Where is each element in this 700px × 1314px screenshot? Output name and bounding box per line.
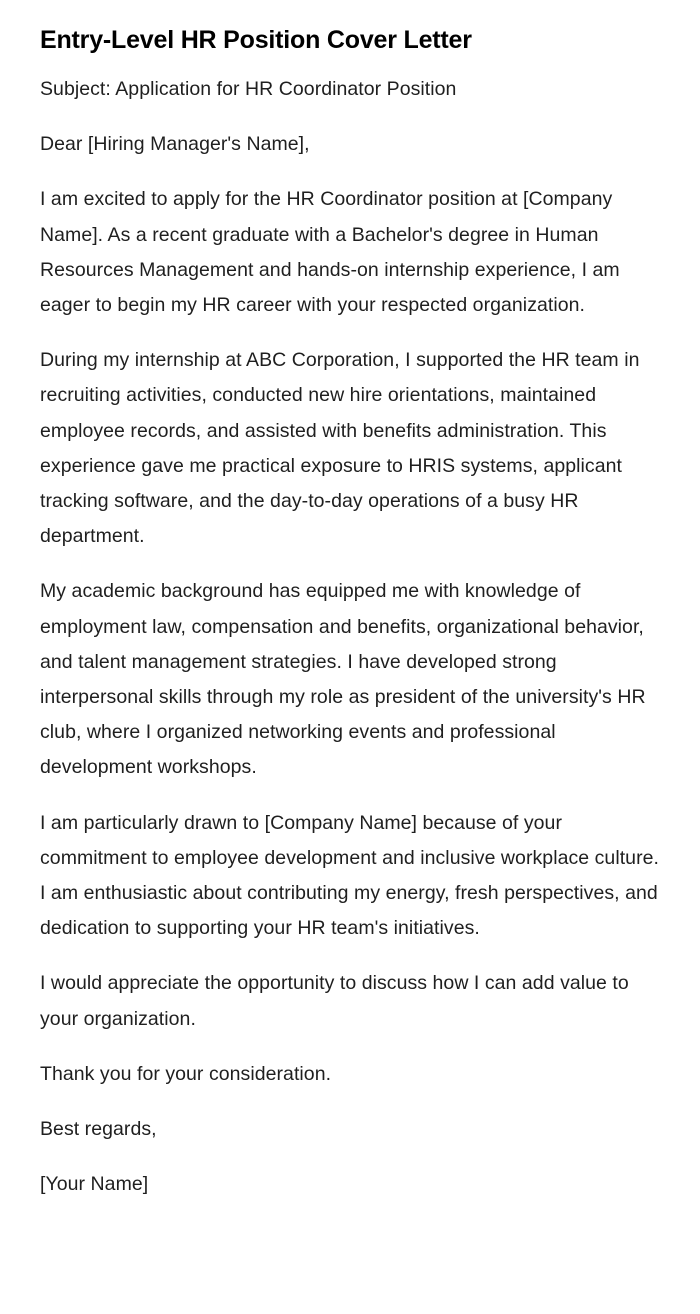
letter-paragraph-motivation: I am particularly drawn to [Company Name] because of your commitment to employee development and inclusive workplace culture. I am enthusiastic about contributing my energy, fresh perspectives, and dedication to supporting your HR team's initiatives. [40,811,659,940]
letter-paragraph-internship: During my internship at ABC Corporation, I supported the HR team in recruiting activities, conducted new hire orientations, maintained employee records, and assisted with benefits administration. This experience gave me practical exposure to HRIS systems, applicant tracking software, and the day-to-day operations of a busy HR department. [40,349,640,548]
letter-paragraph-academic: My academic background has equipped me with knowledge of employment law, compensation and benefits, organizational behavior, and talent management strategies. I have developed strong interpersonal skills through my role as president of the university's HR club, where I organized networking events and professional development workshops. [40,580,646,779]
letter-title: Entry-Level HR Position Cover Letter [40,26,472,54]
letter-closing: Best regards, [40,1118,157,1141]
letter-paragraph-intro: I am excited to apply for the HR Coordinator position at [Company Name]. As a recent graduate with a Bachelor's degree in Human Resources Management and hands-on internship experience, I am eager to begin my HR career with your respected organization. [40,188,620,317]
letter-paragraph-request: I would appreciate the opportunity to discuss how I can add value to your organization. [40,972,629,1030]
letter-thanks: Thank you for your consideration. [40,1062,332,1085]
letter-signature: [Your Name] [40,1173,149,1196]
letter-subject: Subject: Application for HR Coordinator Position [40,78,457,100]
letter-salutation: Dear [Hiring Manager's Name], [40,133,310,156]
